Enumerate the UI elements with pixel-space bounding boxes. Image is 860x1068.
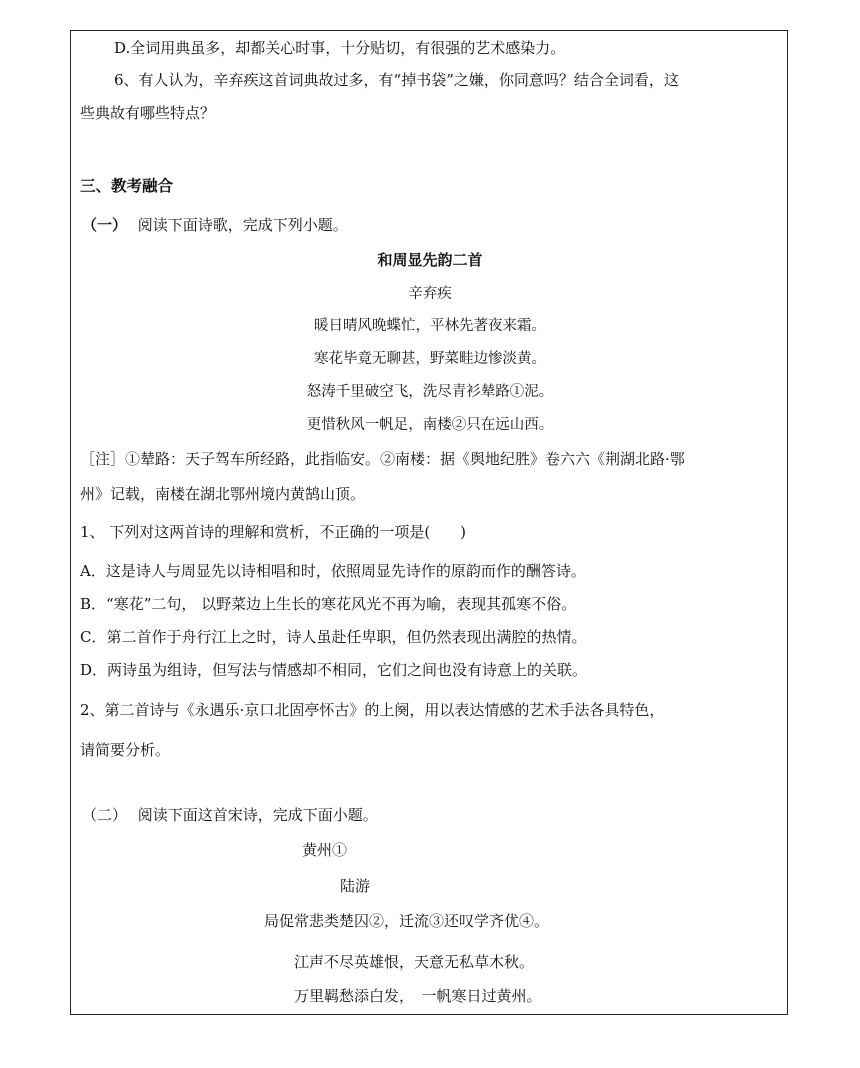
part2-instruction-row xyxy=(82,805,378,825)
poem2-line: 万里羁愁添白发， 一帆寒日过黄州。 xyxy=(294,987,542,1005)
part2-instruction: 阅读下面这首宋诗，完成下面小题。 xyxy=(137,806,378,824)
poem2-title: 黄州① xyxy=(302,841,348,859)
question-2-line1: 2、第二首诗与《永遇乐·京口北固亭怀古》的上阕，用以表达情感的艺术手法各具特色， xyxy=(80,701,665,719)
part1-instruction: 阅读下面诗歌，完成下列小题。 xyxy=(137,216,348,234)
option-a: A．这是诗人与周显先以诗相唱和时，依照周显先诗作的原韵而作的酬答诗。 xyxy=(80,562,586,580)
poem1-line: 怒涛千里破空飞，洗尽青衫辇路①泥。 xyxy=(306,384,554,400)
section-heading: 三、教考融合 xyxy=(80,177,174,195)
poem2-author: 陆游 xyxy=(340,877,371,895)
poem1-line: 寒花毕竟无聊甚，野菜畦边惨淡黄。 xyxy=(314,351,546,367)
question-2-line2: 请简要分析。 xyxy=(80,741,171,759)
part2-label: （二） xyxy=(82,806,128,824)
note-line2: 州》记载，南楼在湖北鄂州境内黄鹄山顶。 xyxy=(80,485,366,503)
poem2-line: 江声不尽英雄恨，天意无私草木秋。 xyxy=(294,953,535,971)
note-line1: ［注］①辇路：天子驾车所经路，此指临安。②南楼：据《舆地纪胜》卷六六《荆湖北路·鄂 xyxy=(80,450,685,468)
poem1-line: 暖日晴风晚蝶忙，平林先著夜来霜。 xyxy=(314,318,546,334)
question-6-line1: 6、有人认为，辛弃疾这首词典故过多，有“掉书袋”之嫌，你同意吗？结合全词看，这 xyxy=(114,71,679,89)
poem1-line: 更惜秋风一帆足，南楼②只在远山西。 xyxy=(306,417,554,433)
question-6-line2: 些典故有哪些特点？ xyxy=(80,104,216,122)
option-b: B．“寒花”二句， 以野菜边上生长的寒花风光不再为喻，表现其孤寒不俗。 xyxy=(80,595,577,613)
poem2-line: 局促常悲类楚囚②，迁流③还叹学齐优④。 xyxy=(264,912,550,930)
poem1-author: 辛弃疾 xyxy=(408,286,452,302)
option-c: C．第二首作于舟行江上之时，诗人虽赴任卑职，但仍然表现出满腔的热情。 xyxy=(80,628,587,646)
poem1-title: 和周显先韵二首 xyxy=(377,251,483,269)
part1-label: （一） xyxy=(82,216,128,234)
part1-instruction-row xyxy=(82,215,348,235)
question-1: 1、 下列对这两首诗的理解和赏析，不正确的一项是( ) xyxy=(80,523,467,541)
option-d: D．两诗虽为组诗，但写法与情感却不相同，它们之间也没有诗意上的关联。 xyxy=(80,661,588,679)
option-d-text: D.全词用典虽多，却都关心时事，十分贴切，有很强的艺术感染力。 xyxy=(114,39,566,57)
